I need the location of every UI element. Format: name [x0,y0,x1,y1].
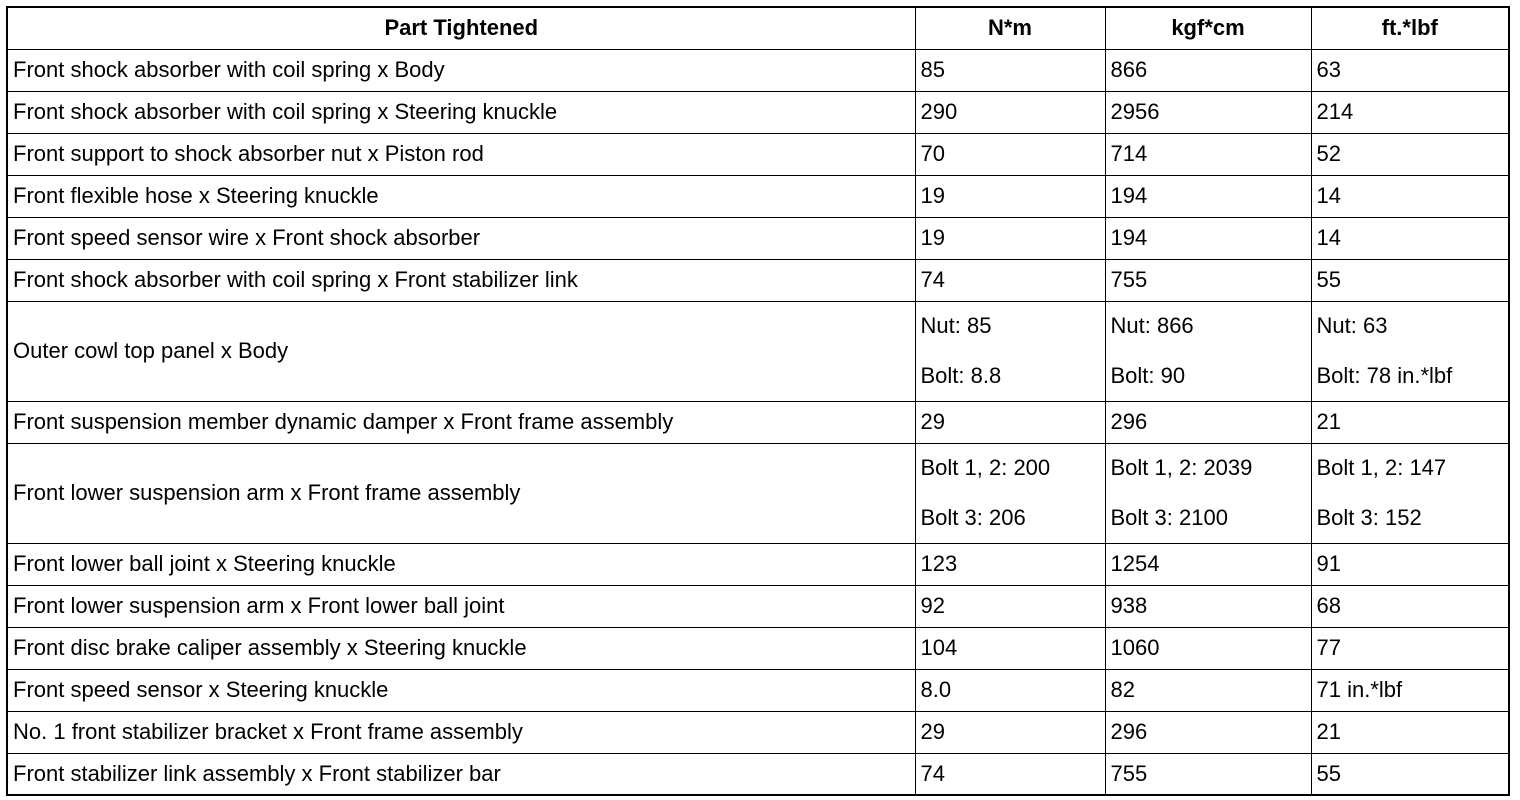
cell-kgfcm: 194 [1105,217,1311,259]
cell-nm-line: Nut: 85 [920,313,992,338]
table-row [7,711,1509,753]
cell-kgfcm: 755 [1105,753,1311,795]
cell-kgfcm [1105,301,1311,401]
table-row [7,627,1509,669]
cell-kgfcm-multi-value [1111,455,1311,531]
table-row [7,91,1509,133]
table-header-row [7,7,1509,49]
cell-part-tightened: Front suspension member dynamic damper x Front frame assembly [7,401,915,443]
cell-kgfcm: 1254 [1105,543,1311,585]
cell-part-tightened: Front support to shock absorber nut x Piston rod [7,133,915,175]
cell-nm-multi-value [921,313,1105,389]
table-row [7,133,1509,175]
cell-ftlbf-multi-value [1317,455,1509,531]
header-kgfcm: kgf*cm [1105,7,1311,49]
cell-part-tightened: Front speed sensor wire x Front shock absorber [7,217,915,259]
header-ftlbf: ft.*lbf [1311,7,1509,49]
cell-ftlbf-line: Bolt 3: 152 [1316,505,1422,530]
cell-nm: 19 [915,217,1105,259]
cell-ftlbf: 21 [1311,711,1509,753]
header-nm: N*m [915,7,1105,49]
cell-nm: 29 [915,711,1105,753]
cell-part-tightened: Front shock absorber with coil spring x Steering knuckle [7,91,915,133]
cell-nm-line: Bolt 1, 2: 200 [920,455,1051,480]
cell-ftlbf [1311,301,1509,401]
cell-kgfcm: 938 [1105,585,1311,627]
table-row [7,585,1509,627]
table-row [7,443,1509,543]
cell-part-tightened: Front shock absorber with coil spring x Front stabilizer link [7,259,915,301]
cell-ftlbf: 21 [1311,401,1509,443]
cell-ftlbf: 71 in.*lbf [1311,669,1509,711]
table-row [7,259,1509,301]
cell-nm: 290 [915,91,1105,133]
cell-ftlbf [1311,443,1509,543]
cell-nm: 85 [915,49,1105,91]
cell-ftlbf: 14 [1311,175,1509,217]
cell-part-tightened: Front disc brake caliper assembly x Steering knuckle [7,627,915,669]
cell-kgfcm: 866 [1105,49,1311,91]
cell-part-tightened: Front stabilizer link assembly x Front stabilizer bar [7,753,915,795]
table-row [7,753,1509,795]
cell-ftlbf: 91 [1311,543,1509,585]
cell-ftlbf-multi-value [1317,313,1509,389]
cell-kgfcm: 1060 [1105,627,1311,669]
cell-nm: 19 [915,175,1105,217]
cell-ftlbf: 63 [1311,49,1509,91]
cell-kgfcm: 296 [1105,711,1311,753]
cell-nm: 8.0 [915,669,1105,711]
cell-part-tightened: No. 1 front stabilizer bracket x Front frame assembly [7,711,915,753]
cell-ftlbf: 77 [1311,627,1509,669]
cell-ftlbf: 55 [1311,259,1509,301]
cell-kgfcm: 82 [1105,669,1311,711]
cell-part-tightened: Front shock absorber with coil spring x Body [7,49,915,91]
table-row [7,543,1509,585]
cell-nm-multi-value [921,455,1105,531]
cell-nm: 70 [915,133,1105,175]
cell-kgfcm-line: Nut: 866 [1110,313,1194,338]
cell-kgfcm-multi-value [1111,313,1311,389]
cell-kgfcm: 2956 [1105,91,1311,133]
cell-kgfcm-line: Bolt 3: 2100 [1110,505,1228,530]
cell-kgfcm: 755 [1105,259,1311,301]
cell-kgfcm-line: Bolt 1, 2: 2039 [1110,455,1253,480]
cell-nm [915,301,1105,401]
cell-nm: 29 [915,401,1105,443]
table-row [7,669,1509,711]
cell-nm: 104 [915,627,1105,669]
cell-ftlbf: 214 [1311,91,1509,133]
cell-part-tightened: Outer cowl top panel x Body [7,301,915,401]
header-part-tightened: Part Tightened [7,7,915,49]
cell-part-tightened: Front lower suspension arm x Front frame assembly [7,443,915,543]
cell-kgfcm: 296 [1105,401,1311,443]
cell-kgfcm-line: Bolt: 90 [1110,363,1186,388]
cell-part-tightened: Front lower suspension arm x Front lower ball joint [7,585,915,627]
cell-kgfcm [1105,443,1311,543]
torque-specification-table [6,6,1510,796]
cell-ftlbf-line: Bolt: 78 in.*lbf [1316,363,1453,388]
cell-nm [915,443,1105,543]
cell-ftlbf-line: Bolt 1, 2: 147 [1316,455,1447,480]
cell-nm-line: Bolt 3: 206 [920,505,1026,530]
cell-ftlbf: 55 [1311,753,1509,795]
cell-kgfcm: 714 [1105,133,1311,175]
table-row [7,49,1509,91]
cell-part-tightened: Front speed sensor x Steering knuckle [7,669,915,711]
cell-ftlbf-line: Nut: 63 [1316,313,1388,338]
cell-ftlbf: 68 [1311,585,1509,627]
table-row [7,301,1509,401]
cell-kgfcm: 194 [1105,175,1311,217]
table-body [7,49,1509,795]
cell-nm-line: Bolt: 8.8 [920,363,1002,388]
cell-nm: 74 [915,259,1105,301]
cell-ftlbf: 14 [1311,217,1509,259]
cell-nm: 123 [915,543,1105,585]
cell-nm: 74 [915,753,1105,795]
cell-ftlbf: 52 [1311,133,1509,175]
cell-nm: 92 [915,585,1105,627]
table-row [7,401,1509,443]
table-row [7,217,1509,259]
cell-part-tightened: Front lower ball joint x Steering knuckle [7,543,915,585]
table-row [7,175,1509,217]
cell-part-tightened: Front flexible hose x Steering knuckle [7,175,915,217]
